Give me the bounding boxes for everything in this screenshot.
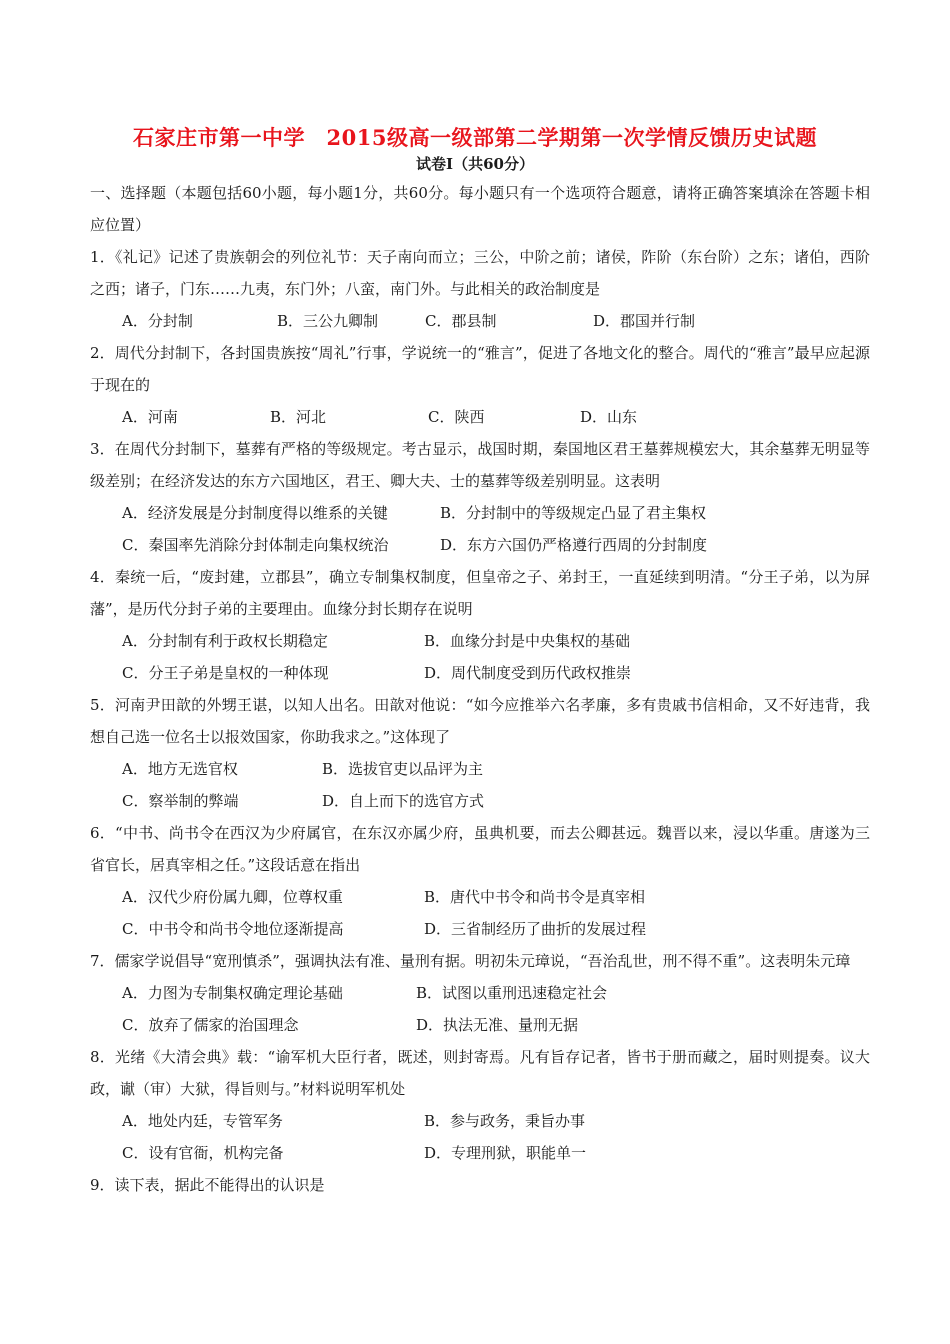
question-7-option-d: D．执法无准、量刑无据 (416, 1016, 579, 1034)
question-8-options-row-1 (90, 1105, 870, 1137)
question-3-option-d: D．东方六国仍严格遵行西周的分封制度 (440, 536, 708, 554)
question-2-option-a: A．河南 (122, 408, 178, 426)
question-4-option-d: D．周代制度受到历代政权推崇 (424, 664, 632, 682)
question-5-options-row-1 (90, 753, 870, 785)
page-title: 石家庄市第一中学 2015级高一级部第二学期第一次学情反馈历史试题 (133, 125, 817, 150)
question-6-options-row-2 (90, 913, 870, 945)
question-1-option-d: D．郡国并行制 (593, 312, 696, 330)
question-4-options-row-1 (90, 625, 870, 657)
question-1-option-a: A．分封制 (122, 312, 193, 330)
question-4-option-b: B．血缘分封是中央集权的基础 (424, 632, 631, 650)
question-7-option-b: B．试图以重刑迅速稳定社会 (416, 984, 608, 1002)
question-7-options-row-1 (90, 977, 870, 1009)
question-3-option-c: C．秦国率先消除分封体制走向集权统治 (122, 536, 389, 554)
question-1-options (90, 305, 870, 337)
question-5-option-b: B．选拔官吏以品评为主 (322, 760, 484, 778)
question-7-option-a: A．力图为专制集权确定理论基础 (122, 984, 343, 1002)
question-8-option-b: B．参与政务，秉旨办事 (424, 1112, 586, 1130)
question-2-options (90, 401, 870, 433)
question-6-option-a: A．汉代少府份属九卿，位尊权重 (122, 888, 343, 906)
question-5-stem: 5．河南尹田歆的外甥王谌，以知人出名。田歆对他说：“如今应推举六名孝廉，多有贵戚书信相命，又不好违背，我想自己选一位名士以报效国家，你助我求之。”这体现了 (90, 696, 870, 746)
question-2-option-b: B．河北 (270, 408, 327, 426)
question-6-stem: 6．“中书、尚书令在西汉为少府属官，在东汉亦属少府，虽典机要，而去公卿甚远。魏晋以来，浸以华重。唐遂为三省官长，居真宰相之任。”这段话意在指出 (90, 824, 870, 874)
question-5-option-c: C．察举制的弊端 (122, 792, 239, 810)
question-6-option-c: C．中书令和尚书令地位逐渐提高 (122, 920, 344, 938)
question-8-option-c: C．设有官衙，机构完备 (122, 1144, 284, 1162)
question-1-option-b: B．三公九卿制 (277, 312, 379, 330)
question-9-stem: 9．读下表，据此不能得出的认识是 (90, 1176, 325, 1194)
question-2-stem: 2．周代分封制下，各封国贵族按“周礼”行事，学说统一的“雅言”，促进了各地文化的整合。周代的“雅言”最早应起源于现在的 (90, 344, 870, 394)
question-6-options-row-1 (90, 881, 870, 913)
page-subtitle: 试卷Ⅰ（共60分） (416, 155, 534, 173)
question-2-option-d: D．山东 (580, 408, 638, 426)
exam-content (90, 177, 870, 1201)
question-7-stem: 7．儒家学说倡导“宽刑慎杀”，强调执法有准、量刑有据。明初朱元璋说，“吾治乱世，刑不得不重”。这表明朱元璋 (90, 952, 851, 970)
question-5-options-row-2 (90, 785, 870, 817)
question-3-option-a: A．经济发展是分封制度得以维系的关键 (122, 504, 388, 522)
question-1-option-c: C．郡县制 (425, 312, 497, 330)
question-5-option-a: A．地方无选官权 (122, 760, 238, 778)
question-3-option-b: B．分封制中的等级规定凸显了君主集权 (440, 504, 707, 522)
question-3-options-row-2 (90, 529, 870, 561)
question-7-option-c: C．放弃了儒家的治国理念 (122, 1016, 299, 1034)
section-intro: 一、选择题（本题包括60小题，每小题1分，共60分。每小题只有一个选项符合题意，请将正确答案填涂在答题卡相应位置） (90, 184, 870, 234)
question-8-option-a: A．地处内廷，专管军务 (122, 1112, 283, 1130)
question-2-option-c: C．陕西 (428, 408, 485, 426)
question-3-stem: 3．在周代分封制下，墓葬有严格的等级规定。考古显示，战国时期，秦国地区君王墓葬规模宏大，其余墓葬无明显等级差别；在经济发达的东方六国地区，君王、卿大夫、士的墓葬等级差别明显。这表明 (90, 440, 870, 490)
question-6-option-d: D．三省制经历了曲折的发展过程 (424, 920, 647, 938)
question-4-option-a: A．分封制有利于政权长期稳定 (122, 632, 328, 650)
question-4-stem: 4．秦统一后，“废封建，立郡县”，确立专制集权制度，但皇帝之子、弟封王，一直延续到明清。“分王子弟，以为屏藩”，是历代分封子弟的主要理由。血缘分封长期存在说明 (90, 568, 870, 618)
question-8-option-d: D．专理刑狱，职能单一 (424, 1144, 587, 1162)
question-5-option-d: D．自上而下的选官方式 (322, 792, 485, 810)
question-7-options-row-2 (90, 1009, 870, 1041)
question-4-option-c: C．分王子弟是皇权的一种体现 (122, 664, 329, 682)
question-8-stem: 8．光绪《大清会典》载：“谕军机大臣行者，既述，则封寄焉。凡有旨存记者，皆书于册而藏之，届时则提奏。议大政，谳（审）大狱，得旨则与。”材料说明军机处 (90, 1048, 870, 1098)
question-8-options-row-2 (90, 1137, 870, 1169)
question-3-options-row-1 (90, 497, 870, 529)
question-4-options-row-2 (90, 657, 870, 689)
question-1-stem: 1．《礼记》记述了贵族朝会的列位礼节：天子南向而立；三公，中阶之前；诸侯，阼阶（东台阶）之东；诸伯，西阶之西；诸子，门东……九夷，东门外；八蛮，南门外。与此相关的政治制度是 (90, 248, 870, 298)
question-6-option-b: B．唐代中书令和尚书令是真宰相 (424, 888, 646, 906)
